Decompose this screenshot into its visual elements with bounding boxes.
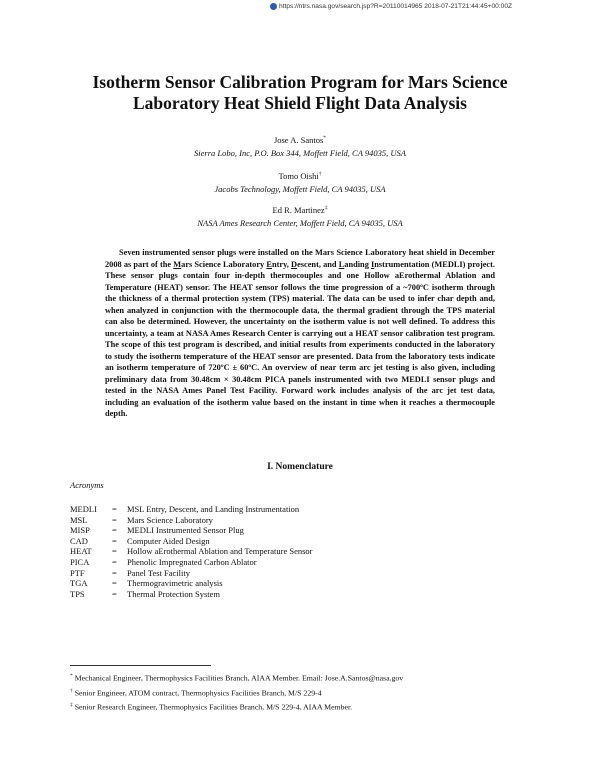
acronym-row: MEDLI = MSL Entry, Descent, and Landing Instrumentation (70, 504, 300, 514)
acronym-row: MISP = MEDLI Instrumented Sensor Plug (70, 525, 244, 536)
footnote: * Mechanical Engineer, Thermophysics Facilities Branch, AIAA Member. Email: Jose.A.Santos@nasa.gov (70, 673, 404, 683)
abstract-paragraph: Seven instrumented sensor plugs were installed on the Mars Science Laboratory heat shield in December 2008 as part of the Mars Science Laboratory Entry, Descent, and Landing Instrumentation (MEDLI) project. These sensor plugs contain four in-depth thermocouples and one Hollow aErothermal Ablation and Temperature (HEAT) sensor. The HEAT sensor follows the time progression of a ~700ºC isotherm through the thickness of a thermal protection system (TPS) material. The data can be used to infer char depth and, when analyzed in conjunction with the thermocouple data, the thermal gradient through the TPS material can also be determined. However, the uncertainty on the isotherm value is not well defined. To address this uncertainty, a team at NASA Ames Research Center is carrying out a HEAT sensor calibration test program. The scope of this test program is described, and initial results from experiments conducted in the laboratory to study the isotherm temperature of the HEAT sensor are presented. Data from the laboratory tests indicate an isotherm temperature of 720ºC ± 60ºC. An overview of near term arc jet testing is also given, including preliminary data from 30.48cm × 30.48cm PICA panels instrumented with two MEDLI sensor plugs and tested in the NASA Ames Panel Test Facility. Forward work includes analysis of the arc jet test data, including an evaluation of the isotherm value based on the instant in time when it reaches a thermocouple depth. (105, 248, 496, 418)
nasa-logo-icon (270, 3, 277, 10)
author-3 (60, 202, 540, 230)
header-url[interactable]: https://ntrs.nasa.gov/search.jsp?R=20110014965 2018-07-21T21:44:45+00:00Z (279, 2, 513, 10)
acronym-list (70, 504, 313, 599)
author-mark: † (318, 171, 322, 177)
footnote: † Senior Engineer, ATOM contract, Thermophysics Facilities Branch, M/S 229-4 (70, 687, 322, 698)
acronym-row: PTF = Panel Test Facility (70, 567, 190, 578)
acronym-row: PICA = Phenolic Impregnated Carbon Ablator (70, 556, 257, 567)
author-2 (60, 168, 540, 196)
acronym-row: MSL = Mars Science Laboratory (70, 514, 213, 525)
abstract (105, 247, 495, 420)
acronym-row: TGA = Thermogravimetric analysis (70, 578, 223, 589)
subsection-heading: Acronyms (70, 480, 104, 490)
acronym-row: HEAT = Hollow aErothermal Ablation and Temperature Sensor (70, 546, 313, 557)
acronym-row: CAD = Computer Aided Design (70, 535, 210, 546)
acronym-row: TPS = Thermal Protection System (70, 588, 221, 599)
author-1 (60, 132, 540, 160)
author-affiliation: NASA Ames Research Center, Moffett Field, CA 94035, USA (197, 217, 403, 228)
footnote-rule (70, 665, 211, 666)
download-header (270, 0, 600, 12)
author-affiliation: Jacobs Technology, Moffett Field, CA 94035, USA (214, 183, 386, 194)
paper-title: Isotherm Sensor Calibration Program for Mars Science Laboratory Heat Shield Flight Data Analysis (92, 72, 508, 113)
author-name: Tomo Oishi (278, 170, 319, 181)
footnotes (70, 670, 403, 714)
author-mark: * (323, 135, 327, 141)
section-heading: I. Nomenclature (267, 462, 333, 472)
author-name: Jose A. Santos (273, 134, 324, 145)
author-affiliation: Sierra Lobo, Inc, P.O. Box 344, Moffett Field, CA 94035, USA (194, 147, 406, 158)
author-name: Ed R. Martinez (272, 204, 325, 215)
footnote: ‡ Senior Research Engineer, Thermophysics Facilities Branch, M/S 229-4. AIAA Member. (70, 702, 353, 712)
author-mark: ‡ (324, 205, 328, 211)
